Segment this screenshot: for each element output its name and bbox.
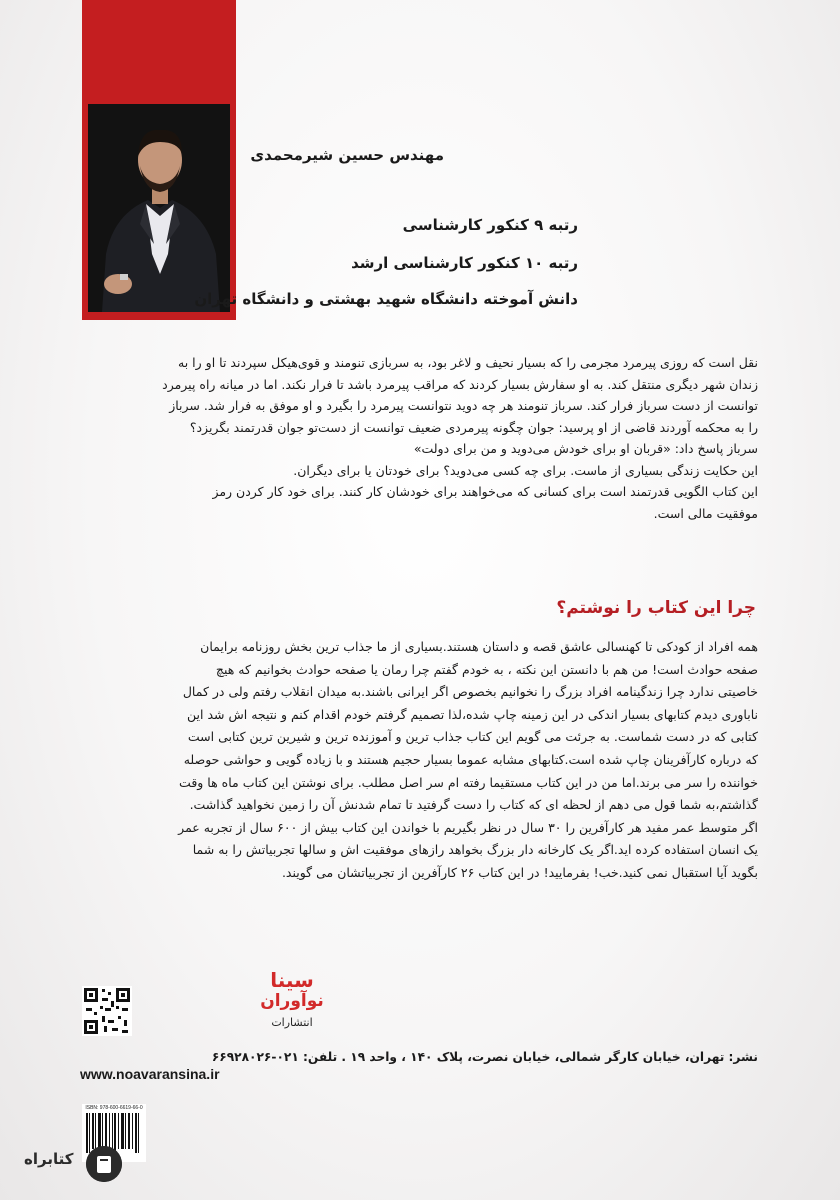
author-name: مهندس حسین شیرمحمدی [250, 146, 444, 164]
body-line: صفحه حوادث است! من هم با دانستن این نکته ، به خودم گفتم چرا رمان یا صفحه حوادث بخوانیم که هیچ [215, 661, 758, 677]
body-line: بگوید آیا استقبال نمی کنید.خب! بفرمایید! در این کتاب ۲۶ کارآفرین از تجربیاتشان می گویند. [281, 864, 758, 880]
ketabrah-logo-icon [86, 1146, 122, 1182]
intro-line: توانست از دست سرباز فرار کند. سرباز تنومند هر چه دوید نتوانست پیرمرد را بگیرد و او موفق به فرار شد. سرباز [169, 398, 758, 413]
credential-rank-bachelor: رتبه ۹ کنکور کارشناسی [402, 216, 578, 234]
qr-code[interactable] [82, 986, 132, 1036]
intro-line: را به محکمه آوردند قاضی از او پرسید: جوان چگونه پیرمردی ضعیف توانست از دست‌تو جوان قدرتمند بگریزد؟ [189, 419, 758, 435]
publisher-website[interactable]: www.noavaransina.ir [80, 1066, 220, 1082]
ketabrah-badge[interactable] [0, 1134, 130, 1196]
body-line: یک انسان استفاده کرده اید.اگر یک کارخانه دار بزرگ بخواهد رازهای موفقیت اش و سالها تجربیاتش را به شما [192, 842, 758, 858]
body-line: که درباره کارآفرینان چاپ شده است.کتابهای مشابه عموما بسیار حجیم هستند و با زیاده گویی و حواشی حوصله [183, 751, 758, 767]
publisher-address: نشر: تهران، خیابان کارگر شمالی، خیابان نصرت، پلاک ۱۴۰ ، واحد ۱۹ . تلفن: ۰۲۱-۶۶۹۲۸۰۲۶ [211, 1050, 758, 1064]
body-line: خواننده را سر می برند.اما من در این کتاب مستقیما رفته ام سر اصل مطلب. برای نوشتن این کتاب ماه ها وقت [179, 774, 758, 790]
author-photo [88, 104, 230, 312]
logo-sina-text: سینا [270, 968, 314, 992]
why-written-body [84, 636, 758, 885]
intro-line: سرباز پاسخ داد: «قربان او برای خودش می‌دوید و من برای دولت» [413, 441, 758, 456]
intro-line: این حکایت زندگی بسیاری از ماست. برای چه کسی می‌دوید؟ برای خودتان یا برای دیگران. [293, 462, 758, 478]
body-line: گذاشتم،به شما قول می دهم از لحظه ای که کتاب را دست گرفتید تا تمام شدنش آن را زمین نخواهید گذاشت. [189, 797, 758, 813]
intro-line: موفقیت مالی است. [653, 505, 758, 521]
isbn-text: ISBN: 978-600-6619-66-0 [85, 1105, 143, 1111]
intro-story [84, 352, 758, 524]
body-line: خاصیتی ندارد چرا زندگینامه افراد بزرگ را نخوانیم بخصوص اگر ایرانی باشند.به میدان انقلاب رفتم ولی در کمال [182, 684, 758, 700]
body-line: همه افراد از کودکی تا کهنسالی عاشق قصه و داستان هستند.بسیاری از ما جذاب ترین بخش روزنامه برایمان [200, 639, 758, 654]
intro-line: این کتاب الگویی قدرتمند است برای کسانی که می‌خواهند برای خودشان کار کنند. برای خود کار کردن رمز [212, 484, 758, 499]
section-heading: چرا این کتاب را نوشتم؟ [556, 598, 756, 618]
intro-line: نقل است که روزی پیرمرد مجرمی را که بسیار نحیف و لاغر بود، به سربازی تنومند و قوی‌هیکل سپردند تا او را به [178, 355, 758, 370]
logo-noavaran-text: نوآوران [260, 991, 324, 1011]
publisher-logo [256, 968, 328, 1042]
body-line: اگر متوسط عمر مفید هر کارآفرین را ۳۰ سال در نظر بگیریم با خواندن این کتاب بیش از ۶۰۰ سال از تجربه عمر [178, 819, 758, 835]
credential-rank-master: رتبه ۱۰ کنکور کارشناسی ارشد [351, 254, 578, 272]
logo-publisher-label: انتشارات [271, 1016, 313, 1029]
intro-line: زندان شهر دیگری منتقل کند. به او سفارش بسیار کردند که مراقب پیرمرد باشد تا فرار نکند. اما در میانه راه پیرمرد [162, 376, 758, 392]
body-line: ناباوری دیدم کتابهای بسیار اندکی در این زمینه چاپ شده،لذا تصمیم گرفتم خودم اقدام کنم و نتیجه اش شد این [187, 706, 758, 722]
ketabrah-label: کتابراه [24, 1150, 74, 1168]
body-line: کتابی که در دست شماست. به جرئت می گویم این کتاب جذاب ترین و آموزنده ترین و شیرین ترین کتابی است [187, 729, 758, 745]
credential-university: دانش آموخته دانشگاه شهید بهشتی و دانشگاه تهران [194, 290, 578, 308]
